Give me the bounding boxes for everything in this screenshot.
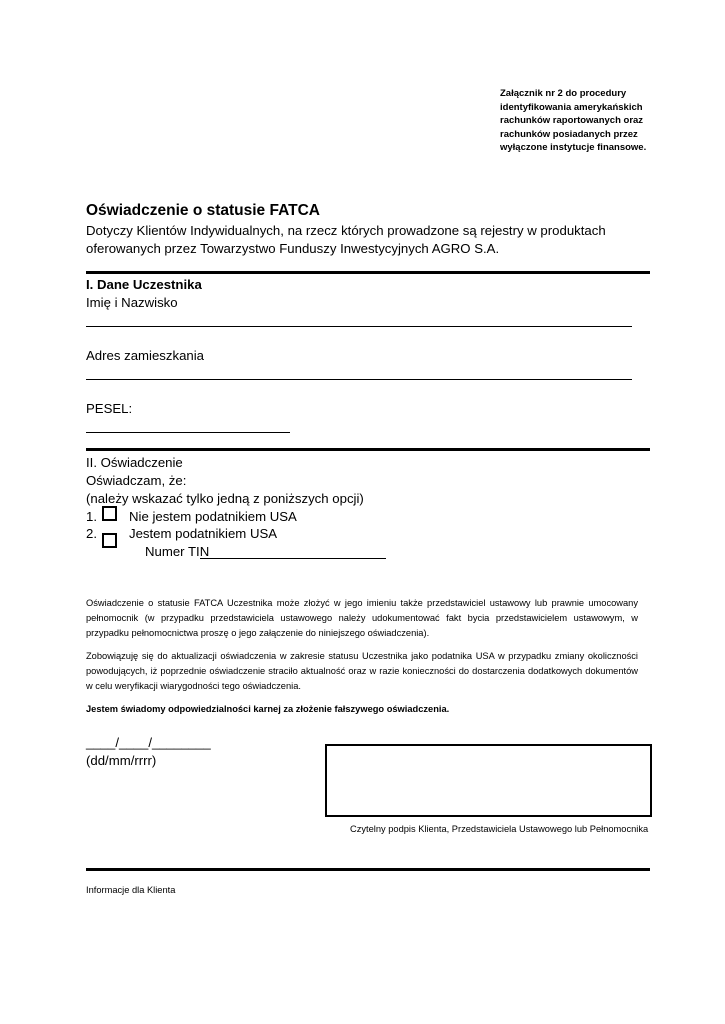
section-divider xyxy=(86,271,650,274)
section2-heading: II. Oświadczenie xyxy=(86,455,183,470)
option2-label: Jestem podatnikiem USA xyxy=(129,526,278,541)
declare-text: Oświadczam, że: xyxy=(86,473,187,488)
section-divider xyxy=(86,868,650,871)
option1-number: 1. xyxy=(86,509,97,524)
document-subtitle: Dotyczy Klientów Indywidualnych, na rzecz których prowadzone są rejestry w produktach oferowanych przez Towarzystwo Funduszy Inwestycyjnych AGRO S.A. xyxy=(86,223,606,256)
tin-label: Numer TIN xyxy=(145,544,210,559)
name-label: Imię i Nazwisko xyxy=(86,295,178,310)
pesel-label: PESEL: xyxy=(86,401,133,416)
section-divider xyxy=(86,448,650,451)
paragraph-representative: Oświadczenie o statusie FATCA Uczestnika może złożyć w jego imieniu także przedstawiciel ustawowy lub prawnie umocowany pełnomocnik (w przypadku przedstawiciela ustawowego należy udokumentować fakt bycia przedstawicielem ustawowym, w przypadku pełnomocnictwa proszę o jego załączenie do niniejszego oświadczenia). xyxy=(86,598,638,638)
annex-note: Załącznik nr 2 do procedury identyfikowania amerykańskich rachunków raportowanych oraz rachunków posiadanych przez wyłączone instytucje finansowe. xyxy=(500,88,647,154)
signature-box[interactable] xyxy=(325,744,652,817)
paragraph-liability: Jestem świadomy odpowiedzialności karnej za złożenie fałszywego oświadczenia. xyxy=(86,704,450,714)
footer-text: Informacje dla Klienta xyxy=(86,885,176,895)
document-title: Oświadczenie o statusie FATCA xyxy=(86,202,320,219)
signature-caption: Czytelny podpis Klienta, Przedstawiciela Ustawowego lub Pełnomocnika xyxy=(350,824,649,834)
address-label: Adres zamieszkania xyxy=(86,348,205,363)
name-field[interactable] xyxy=(86,314,632,327)
address-field[interactable] xyxy=(86,367,632,380)
option1-label: Nie jestem podatnikiem USA xyxy=(129,509,297,524)
option1-checkbox[interactable] xyxy=(102,506,117,521)
paragraph-update-obligation: Zobowiązuję się do aktualizacji oświadczenia w zakresie statusu Uczestnika jako podatnika USA w przypadku zmiany okoliczności powodujących, iż poprzednie oświadczenie straciło aktualność oraz w razie konieczności do dostarczenia dodatkowych dokumentów w celu weryfikacji wiarygodności tego oświadczenia. xyxy=(86,651,638,691)
option2-checkbox[interactable] xyxy=(102,533,117,548)
pesel-field[interactable] xyxy=(86,420,290,433)
tin-field[interactable] xyxy=(200,546,386,559)
date-field[interactable]: ____/____/________ xyxy=(86,735,211,750)
date-format-hint: (dd/mm/rrrr) xyxy=(86,753,157,768)
section1-heading: I. Dane Uczestnika xyxy=(86,277,202,292)
instruction-text: (należy wskazać tylko jedną z poniższych opcji) xyxy=(86,491,364,506)
option2-number: 2. xyxy=(86,526,97,541)
